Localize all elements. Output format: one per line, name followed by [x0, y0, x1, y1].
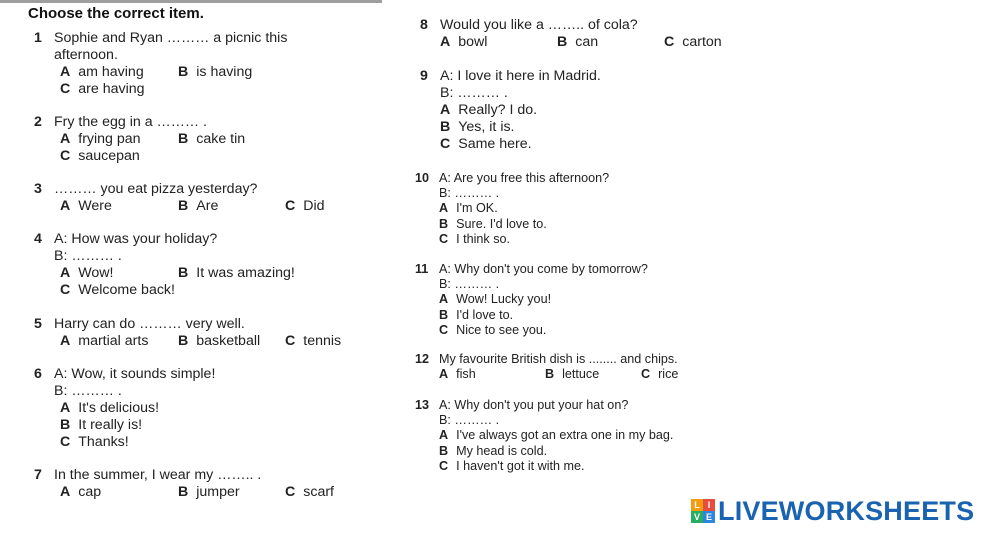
question-text-cont: B: ……… .	[54, 248, 122, 264]
option-c[interactable]: C tennis	[285, 333, 342, 349]
question-4	[34, 231, 295, 299]
question-number: 12	[415, 352, 430, 366]
logo-mark-icon: L I V E	[691, 499, 715, 523]
worksheet-title: Choose the correct item.	[28, 5, 204, 22]
question-number: 9	[420, 68, 428, 84]
question-text: Sophie and Ryan ……… a picnic this	[54, 30, 288, 46]
question-5	[34, 316, 342, 350]
option-a[interactable]: A I'm OK.	[439, 201, 498, 216]
question-number: 6	[34, 366, 42, 382]
option-a[interactable]: A Wow! Lucky you!	[439, 292, 552, 307]
question-text: A: Why don't you put your hat on?	[439, 398, 629, 412]
question-6	[34, 366, 216, 451]
option-b[interactable]: B It really is!	[60, 417, 143, 433]
option-c[interactable]: C I think so.	[439, 231, 511, 246]
question-number: 11	[415, 262, 429, 276]
option-a[interactable]: A fish	[439, 367, 476, 382]
question-number: 1	[34, 30, 42, 46]
question-1	[34, 30, 288, 98]
option-a[interactable]: A Wow!	[60, 265, 114, 281]
option-a[interactable]: A Really? I do.	[440, 102, 538, 118]
question-7	[34, 467, 334, 501]
question-number: 2	[34, 114, 42, 130]
options-row	[60, 131, 246, 148]
question-number: 10	[415, 171, 430, 185]
question-number: 13	[415, 398, 430, 412]
option-c[interactable]: C saucepan	[60, 148, 140, 164]
question-text: My favourite British dish is ........ and chips.	[439, 352, 678, 366]
question-text: Would you like a …….. of cola?	[440, 17, 638, 33]
question-13	[415, 398, 673, 474]
question-text-cont: B: ……… .	[439, 186, 500, 201]
question-10	[415, 171, 610, 247]
question-text-cont: B: ……… .	[54, 383, 122, 399]
option-b[interactable]: B basketball	[178, 333, 261, 349]
question-text: A: How was your holiday?	[54, 231, 218, 247]
option-b[interactable]: B My head is cold.	[439, 443, 548, 458]
option-c[interactable]: C are having	[60, 81, 145, 97]
question-text-cont: B: ……… .	[439, 277, 500, 292]
option-c[interactable]: C Did	[285, 198, 325, 214]
question-text: A: Are you free this afternoon?	[439, 171, 610, 185]
question-3	[34, 181, 325, 215]
question-8	[420, 17, 722, 51]
option-a[interactable]: A martial arts	[60, 333, 149, 349]
logo-text: LIVEWORKSHEETS	[718, 495, 975, 526]
question-text: ……… you eat pizza yesterday?	[54, 181, 258, 197]
option-a[interactable]: A bowl	[440, 34, 488, 50]
question-text: A: Why don't you come by tomorrow?	[439, 262, 648, 276]
option-a[interactable]: A Were	[60, 198, 112, 214]
question-2	[34, 114, 246, 165]
question-number: 8	[420, 17, 428, 33]
option-b[interactable]: B Are	[178, 198, 219, 214]
options-row	[60, 64, 253, 81]
option-a[interactable]: A cap	[60, 484, 102, 500]
option-b[interactable]: B is having	[178, 64, 253, 80]
question-number: 5	[34, 316, 42, 332]
question-9	[420, 68, 601, 153]
option-c[interactable]: C carton	[664, 34, 722, 50]
option-b[interactable]: B I'd love to.	[439, 307, 514, 322]
option-c[interactable]: C Thanks!	[60, 434, 129, 450]
question-text: A: I love it here in Madrid.	[440, 68, 601, 84]
option-b[interactable]: B jumper	[178, 484, 240, 500]
question-number: 7	[34, 467, 42, 483]
liveworksheets-logo	[691, 497, 974, 525]
question-text: A: Wow, it sounds simple!	[54, 366, 216, 382]
option-c[interactable]: C Nice to see you.	[439, 322, 547, 337]
question-12	[415, 352, 679, 382]
question-text-cont: B: ……… .	[440, 85, 508, 101]
option-b[interactable]: B cake tin	[178, 131, 246, 147]
option-b[interactable]: B Sure. I'd love to.	[439, 216, 547, 231]
option-a[interactable]: A I've always got an extra one in my bag.	[439, 428, 674, 443]
question-11	[415, 262, 648, 338]
option-c[interactable]: C I haven't got it with me.	[439, 458, 585, 473]
question-text: Fry the egg in a ……… .	[54, 114, 207, 130]
question-text: In the summer, I wear my …….. .	[54, 467, 262, 483]
option-a[interactable]: A It's delicious!	[60, 400, 160, 416]
options-row	[60, 265, 295, 282]
question-number: 4	[34, 231, 42, 247]
question-text: Harry can do ……… very well.	[54, 316, 245, 332]
option-a[interactable]: A am having	[60, 64, 144, 80]
question-text-cont: B: ……… .	[439, 413, 500, 428]
top-rule	[0, 0, 382, 3]
option-b[interactable]: B It was amazing!	[178, 265, 295, 281]
question-text-cont: afternoon.	[54, 47, 118, 63]
option-c[interactable]: C Welcome back!	[60, 282, 175, 298]
question-number: 3	[34, 181, 42, 197]
option-c[interactable]: C Same here.	[440, 136, 532, 152]
option-c[interactable]: C scarf	[285, 484, 334, 500]
option-b[interactable]: B Yes, it is.	[440, 119, 515, 135]
option-b[interactable]: B can	[557, 34, 599, 50]
option-c[interactable]: C rice	[641, 367, 679, 382]
option-a[interactable]: A frying pan	[60, 131, 141, 147]
option-b[interactable]: B lettuce	[545, 367, 600, 382]
